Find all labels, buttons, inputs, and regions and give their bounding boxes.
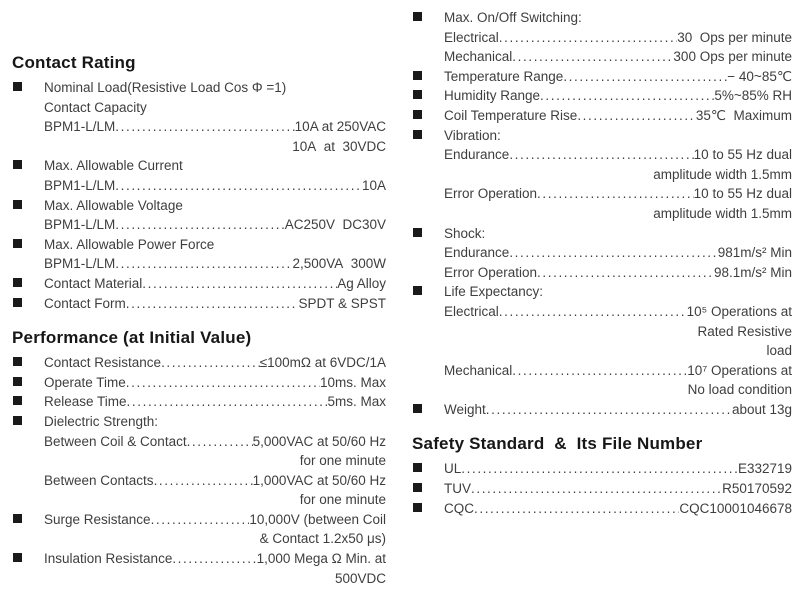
bullet-square-icon [13, 160, 22, 169]
spec-row [12, 235, 386, 255]
bullet-cell [412, 479, 444, 499]
bullet-square-icon [413, 483, 422, 492]
bullet-square-icon [13, 553, 22, 562]
spec-row [412, 224, 792, 244]
spec-continuation-text: amplitude width 1.5mm [653, 205, 792, 221]
spec-value: 1,000VAC at 50/60 Hz [252, 472, 386, 488]
leader-dots [115, 176, 362, 196]
leader-dots [115, 215, 284, 235]
spec-row [12, 254, 386, 274]
spec-label: Error Operation [444, 264, 538, 280]
spec-row [12, 373, 386, 393]
bullet-square-icon [13, 396, 22, 405]
bullet-cell [12, 392, 44, 412]
spec-row [12, 98, 386, 118]
spec-row [412, 400, 792, 420]
spec-value: 10⁷ Operations at [687, 362, 792, 378]
bullet-square-icon [13, 278, 22, 287]
bullet-square-icon [413, 503, 422, 512]
bullet-cell [412, 106, 444, 126]
spec-label: Mechanical [444, 49, 513, 65]
spec-label: TUV [444, 481, 471, 497]
bullet-cell [412, 86, 444, 106]
spec-row [12, 353, 386, 373]
spec-label: BPM1-L/LM [44, 217, 116, 233]
spec-label: Temperature Range [444, 68, 564, 84]
leader-dots [512, 47, 673, 67]
spec-continuation-text: 500VDC [334, 570, 386, 586]
spec-label: Electrical [444, 29, 499, 45]
spec-label: Max. Allowable Current [44, 158, 183, 174]
spec-value: 981m/s² Min [717, 245, 792, 261]
leader-dots [509, 145, 693, 165]
spec-row [412, 341, 792, 361]
spec-continuation-text: for one minute [299, 492, 386, 508]
bullet-cell [412, 400, 444, 420]
bullet-square-icon [413, 12, 422, 21]
spec-label: Vibration: [444, 127, 501, 143]
spec-label: BPM1-L/LM [44, 256, 116, 272]
bullet-square-icon [13, 357, 22, 366]
left-column [12, 8, 386, 588]
spec-row [412, 8, 792, 28]
leader-dots [115, 254, 292, 274]
leader-dots [537, 263, 714, 283]
spec-row [412, 479, 792, 499]
spec-label: Max. On/Off Switching: [444, 10, 582, 25]
spec-value: SPDT & SPST [298, 295, 386, 311]
bullet-cell [12, 196, 44, 216]
spec-continuation-text: load [766, 343, 792, 359]
bullet-cell [12, 549, 44, 569]
leader-dots [126, 294, 299, 314]
spec-row [412, 28, 792, 48]
leader-dots [486, 400, 732, 420]
spec-label: Contact Capacity [44, 99, 147, 115]
spec-row [12, 529, 386, 549]
spec-row [12, 510, 386, 530]
bullet-cell [12, 373, 44, 393]
spec-row [12, 78, 386, 98]
spec-value: 5ms. Max [327, 394, 386, 410]
bullet-square-icon [13, 239, 22, 248]
bullet-cell [12, 156, 44, 176]
spec-label: Shock: [444, 225, 486, 241]
bullet-cell [12, 235, 44, 255]
spec-value: about 13g [731, 401, 792, 417]
leader-dots [499, 302, 687, 322]
spec-label: Contact Form [44, 295, 126, 311]
bullet-cell [412, 126, 444, 146]
spec-row [12, 294, 386, 314]
spec-row [412, 47, 792, 67]
spec-row [12, 451, 386, 471]
spec-section [412, 8, 792, 419]
spec-row [12, 274, 386, 294]
leader-dots [127, 392, 328, 412]
spec-row [412, 184, 792, 204]
spec-row [412, 204, 792, 224]
spec-row [12, 215, 386, 235]
spec-value: 10A at 250VAC [294, 119, 386, 135]
bullet-square-icon [413, 463, 422, 472]
spec-row [412, 263, 792, 283]
spec-value: ≤100mΩ at 6VDC/1A [259, 355, 386, 371]
spec-row [412, 380, 792, 400]
bullet-square-icon [13, 377, 22, 386]
spec-section [412, 433, 792, 518]
spec-label: Max. Allowable Voltage [44, 197, 183, 213]
spec-value: 300 Ops per minute [673, 49, 792, 65]
spec-row [12, 176, 386, 196]
spec-label: BPM1-L/LM [44, 177, 116, 193]
spec-continuation-text: Rated Resistive [697, 323, 792, 339]
bullet-square-icon [413, 110, 422, 119]
spec-row [412, 361, 792, 381]
spec-value: CQC10001046678 [679, 500, 792, 516]
leader-dots [154, 471, 253, 491]
spec-continuation-text: No load condition [687, 382, 792, 398]
leader-dots [151, 510, 250, 530]
bullet-square-icon [13, 514, 22, 523]
spec-label: BPM1-L/LM [44, 119, 116, 135]
section-title: Safety Standard & Its File Number [412, 434, 703, 454]
bullet-square-icon [13, 416, 22, 425]
leader-dots [577, 106, 696, 126]
leader-dots [540, 86, 714, 106]
spec-label: Endurance [444, 147, 510, 163]
spec-row [412, 126, 792, 146]
spec-label: Weight [444, 401, 486, 417]
bullet-square-icon [13, 200, 22, 209]
section-title: Contact Rating [12, 53, 136, 72]
spec-label: Contact Material [44, 275, 143, 291]
leader-dots [172, 549, 256, 569]
spec-row [412, 86, 792, 106]
spec-label: Release Time [44, 394, 127, 410]
spec-row [412, 165, 792, 185]
spec-row [412, 322, 792, 342]
spec-label: Contact Resistance [44, 355, 162, 371]
spec-value: − 40~85℃ [727, 68, 792, 84]
bullet-square-icon [413, 71, 422, 80]
bullet-cell [12, 294, 44, 314]
spec-label: CQC [444, 500, 474, 516]
spec-row [412, 282, 792, 302]
spec-row [12, 490, 386, 510]
bullet-square-icon [13, 298, 22, 307]
spec-section [12, 52, 386, 313]
spec-continuation-text: for one minute [299, 453, 386, 469]
bullet-cell [12, 78, 44, 98]
bullet-cell [12, 353, 44, 373]
spec-value: R50170592 [722, 481, 792, 497]
spec-value: 2,500VA 300W [292, 256, 386, 272]
leader-dots [499, 28, 677, 48]
spec-label: Error Operation [444, 186, 538, 202]
spec-label: Mechanical [444, 362, 513, 378]
leader-dots [461, 459, 738, 479]
spec-row [12, 412, 386, 432]
bullet-cell [12, 412, 44, 432]
spec-label: Between Contacts [44, 472, 154, 488]
spec-continuation-text: & Contact 1.2x50 μs) [259, 531, 386, 547]
spec-row [12, 137, 386, 157]
spec-value: 10 to 55 Hz dual [693, 147, 792, 163]
leader-dots [509, 243, 717, 263]
bullet-cell [412, 8, 444, 28]
spec-label: Nominal Load(Resistive Load Cos Φ =1) [44, 80, 287, 95]
spec-value: 10 to 55 Hz dual [693, 186, 792, 202]
bullet-cell [12, 510, 44, 530]
spec-continuation-text: 10A at 30VDC [292, 138, 386, 154]
spec-row [12, 156, 386, 176]
spec-value: 10ms. Max [319, 374, 386, 390]
spec-label: Coil Temperature Rise [444, 107, 578, 123]
spec-row [412, 145, 792, 165]
spec-value: 35℃ Maximum [695, 107, 792, 123]
leader-dots [142, 274, 337, 294]
spec-value: 5,000VAC at 50/60 Hz [252, 433, 386, 449]
spec-value: Ag Alloy [337, 275, 386, 291]
bullet-cell [412, 224, 444, 244]
spec-row [12, 392, 386, 412]
bullet-cell [412, 459, 444, 479]
spec-label: Operate Time [44, 374, 126, 390]
spec-value: 98.1m/s² Min [713, 264, 792, 280]
bullet-square-icon [413, 228, 422, 237]
bullet-cell [12, 274, 44, 294]
section-title: Performance (at Initial Value) [12, 328, 252, 348]
bullet-cell [412, 499, 444, 519]
spec-label: Endurance [444, 245, 510, 261]
leader-dots [161, 353, 260, 373]
spec-label: Dielectric Strength: [44, 413, 159, 429]
spec-row [12, 471, 386, 491]
bullet-square-icon [13, 82, 22, 91]
spec-label: Insulation Resistance [44, 551, 173, 567]
spec-value: 5%~85% RH [714, 88, 792, 104]
spec-label: Max. Allowable Power Force [44, 236, 215, 252]
leader-dots [126, 373, 320, 393]
spec-section [12, 327, 386, 588]
spec-row [12, 196, 386, 216]
spec-value: 30 Ops per minute [677, 29, 792, 45]
spec-row [412, 302, 792, 322]
spec-label: Life Expectancy: [444, 284, 544, 300]
spec-label: UL [444, 461, 462, 477]
leader-dots [115, 117, 294, 137]
spec-label: Surge Resistance [44, 511, 151, 527]
spec-value: E332719 [737, 461, 792, 477]
leader-dots [563, 67, 727, 87]
bullet-square-icon [413, 130, 422, 139]
spec-row [412, 243, 792, 263]
leader-dots [471, 479, 722, 499]
spec-label: Humidity Range [444, 88, 541, 104]
spec-row [412, 459, 792, 479]
spec-row [12, 432, 386, 452]
spec-value: AC250V DC30V [284, 217, 386, 233]
spec-row [412, 67, 792, 87]
spec-row [412, 499, 792, 519]
spec-continuation-text: amplitude width 1.5mm [653, 166, 792, 182]
spec-label: Electrical [444, 303, 499, 319]
spec-value: 10A [361, 177, 386, 193]
bullet-square-icon [413, 286, 422, 295]
spec-row [12, 117, 386, 137]
spec-label: Between Coil & Contact [44, 433, 187, 449]
spec-row [12, 549, 386, 569]
bullet-square-icon [413, 404, 422, 413]
spec-row [412, 106, 792, 126]
right-column [412, 8, 792, 588]
bullet-cell [412, 282, 444, 302]
spec-value: 10,000V (between Coil [249, 511, 386, 527]
bullet-cell [412, 67, 444, 87]
leader-dots [187, 432, 253, 452]
bullet-square-icon [413, 90, 422, 99]
spec-row [12, 569, 386, 589]
leader-dots [537, 184, 694, 204]
spec-value: 1,000 Mega Ω Min. at [256, 551, 386, 567]
leader-dots [474, 499, 679, 519]
leader-dots [512, 361, 687, 381]
spec-value: 10⁵ Operations at [686, 303, 792, 319]
